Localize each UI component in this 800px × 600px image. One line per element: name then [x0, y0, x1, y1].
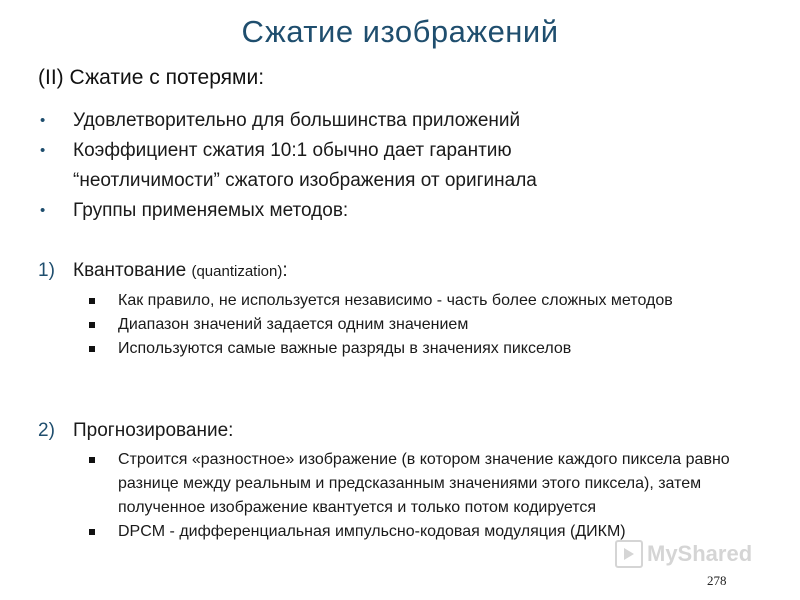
sub-item-text: Диапазон значений задается одним значением [118, 316, 469, 333]
bullet-icon: • [40, 202, 46, 219]
sub-item-text: DPCM - дифференциальная импульсно-кодовая модуляция (ДИКМ) [118, 523, 626, 540]
bullet-icon: • [40, 112, 46, 129]
section-heading [38, 418, 778, 444]
section-number: 2) [38, 420, 55, 441]
section-quantization [38, 258, 778, 361]
bullet-text-continuation: “неотличимости” сжатого изображения от оригинала [73, 170, 537, 191]
square-bullet-icon [89, 322, 95, 328]
slide-subtitle: (II) Сжатие с потерями: [38, 66, 265, 89]
bullet-text: Удовлетворительно для большинства приложений [73, 110, 521, 131]
section-heading [38, 258, 778, 285]
sub-item [38, 313, 778, 337]
bullet-icon: • [40, 142, 46, 159]
bullet-item [38, 136, 778, 196]
page-number: 278 [707, 573, 727, 588]
section-title: Квантование [73, 260, 187, 281]
bullet-list [38, 106, 778, 226]
section-title-suffix: : [282, 260, 288, 281]
watermark-text: MyShared [647, 541, 753, 566]
section-number: 1) [38, 260, 55, 281]
square-bullet-icon [89, 457, 95, 463]
sub-item-text: Используются самые важные разряды в значениях пикселов [118, 340, 572, 357]
sub-item [38, 337, 778, 361]
bullet-item [38, 106, 778, 136]
section-title-note: (quantization) [191, 263, 283, 280]
section-prediction [38, 418, 778, 544]
bullet-item [38, 196, 778, 226]
square-bullet-icon [89, 346, 95, 352]
section-title: Прогнозирование: [73, 420, 234, 441]
sub-item-text: Как правило, не используется независимо - часть более сложных методов [118, 292, 673, 309]
sub-item-text: Строится «разностное» изображение (в котором значение каждого пиксела равно разнице между реальным и предсказанным значениями этого пиксела), затем полученное изображение квантуется и только потом кодируется [118, 451, 730, 516]
sub-item [38, 289, 778, 313]
slide-title: Сжатие изображений [241, 14, 559, 49]
watermark-logo [615, 536, 765, 572]
square-bullet-icon [89, 298, 95, 304]
sub-item [38, 448, 778, 520]
bullet-text: Группы применяемых методов: [73, 200, 349, 221]
play-icon [615, 540, 643, 568]
bullet-text: Коэффициент сжатия 10:1 обычно дает гарантию [73, 140, 512, 161]
square-bullet-icon [89, 529, 95, 535]
